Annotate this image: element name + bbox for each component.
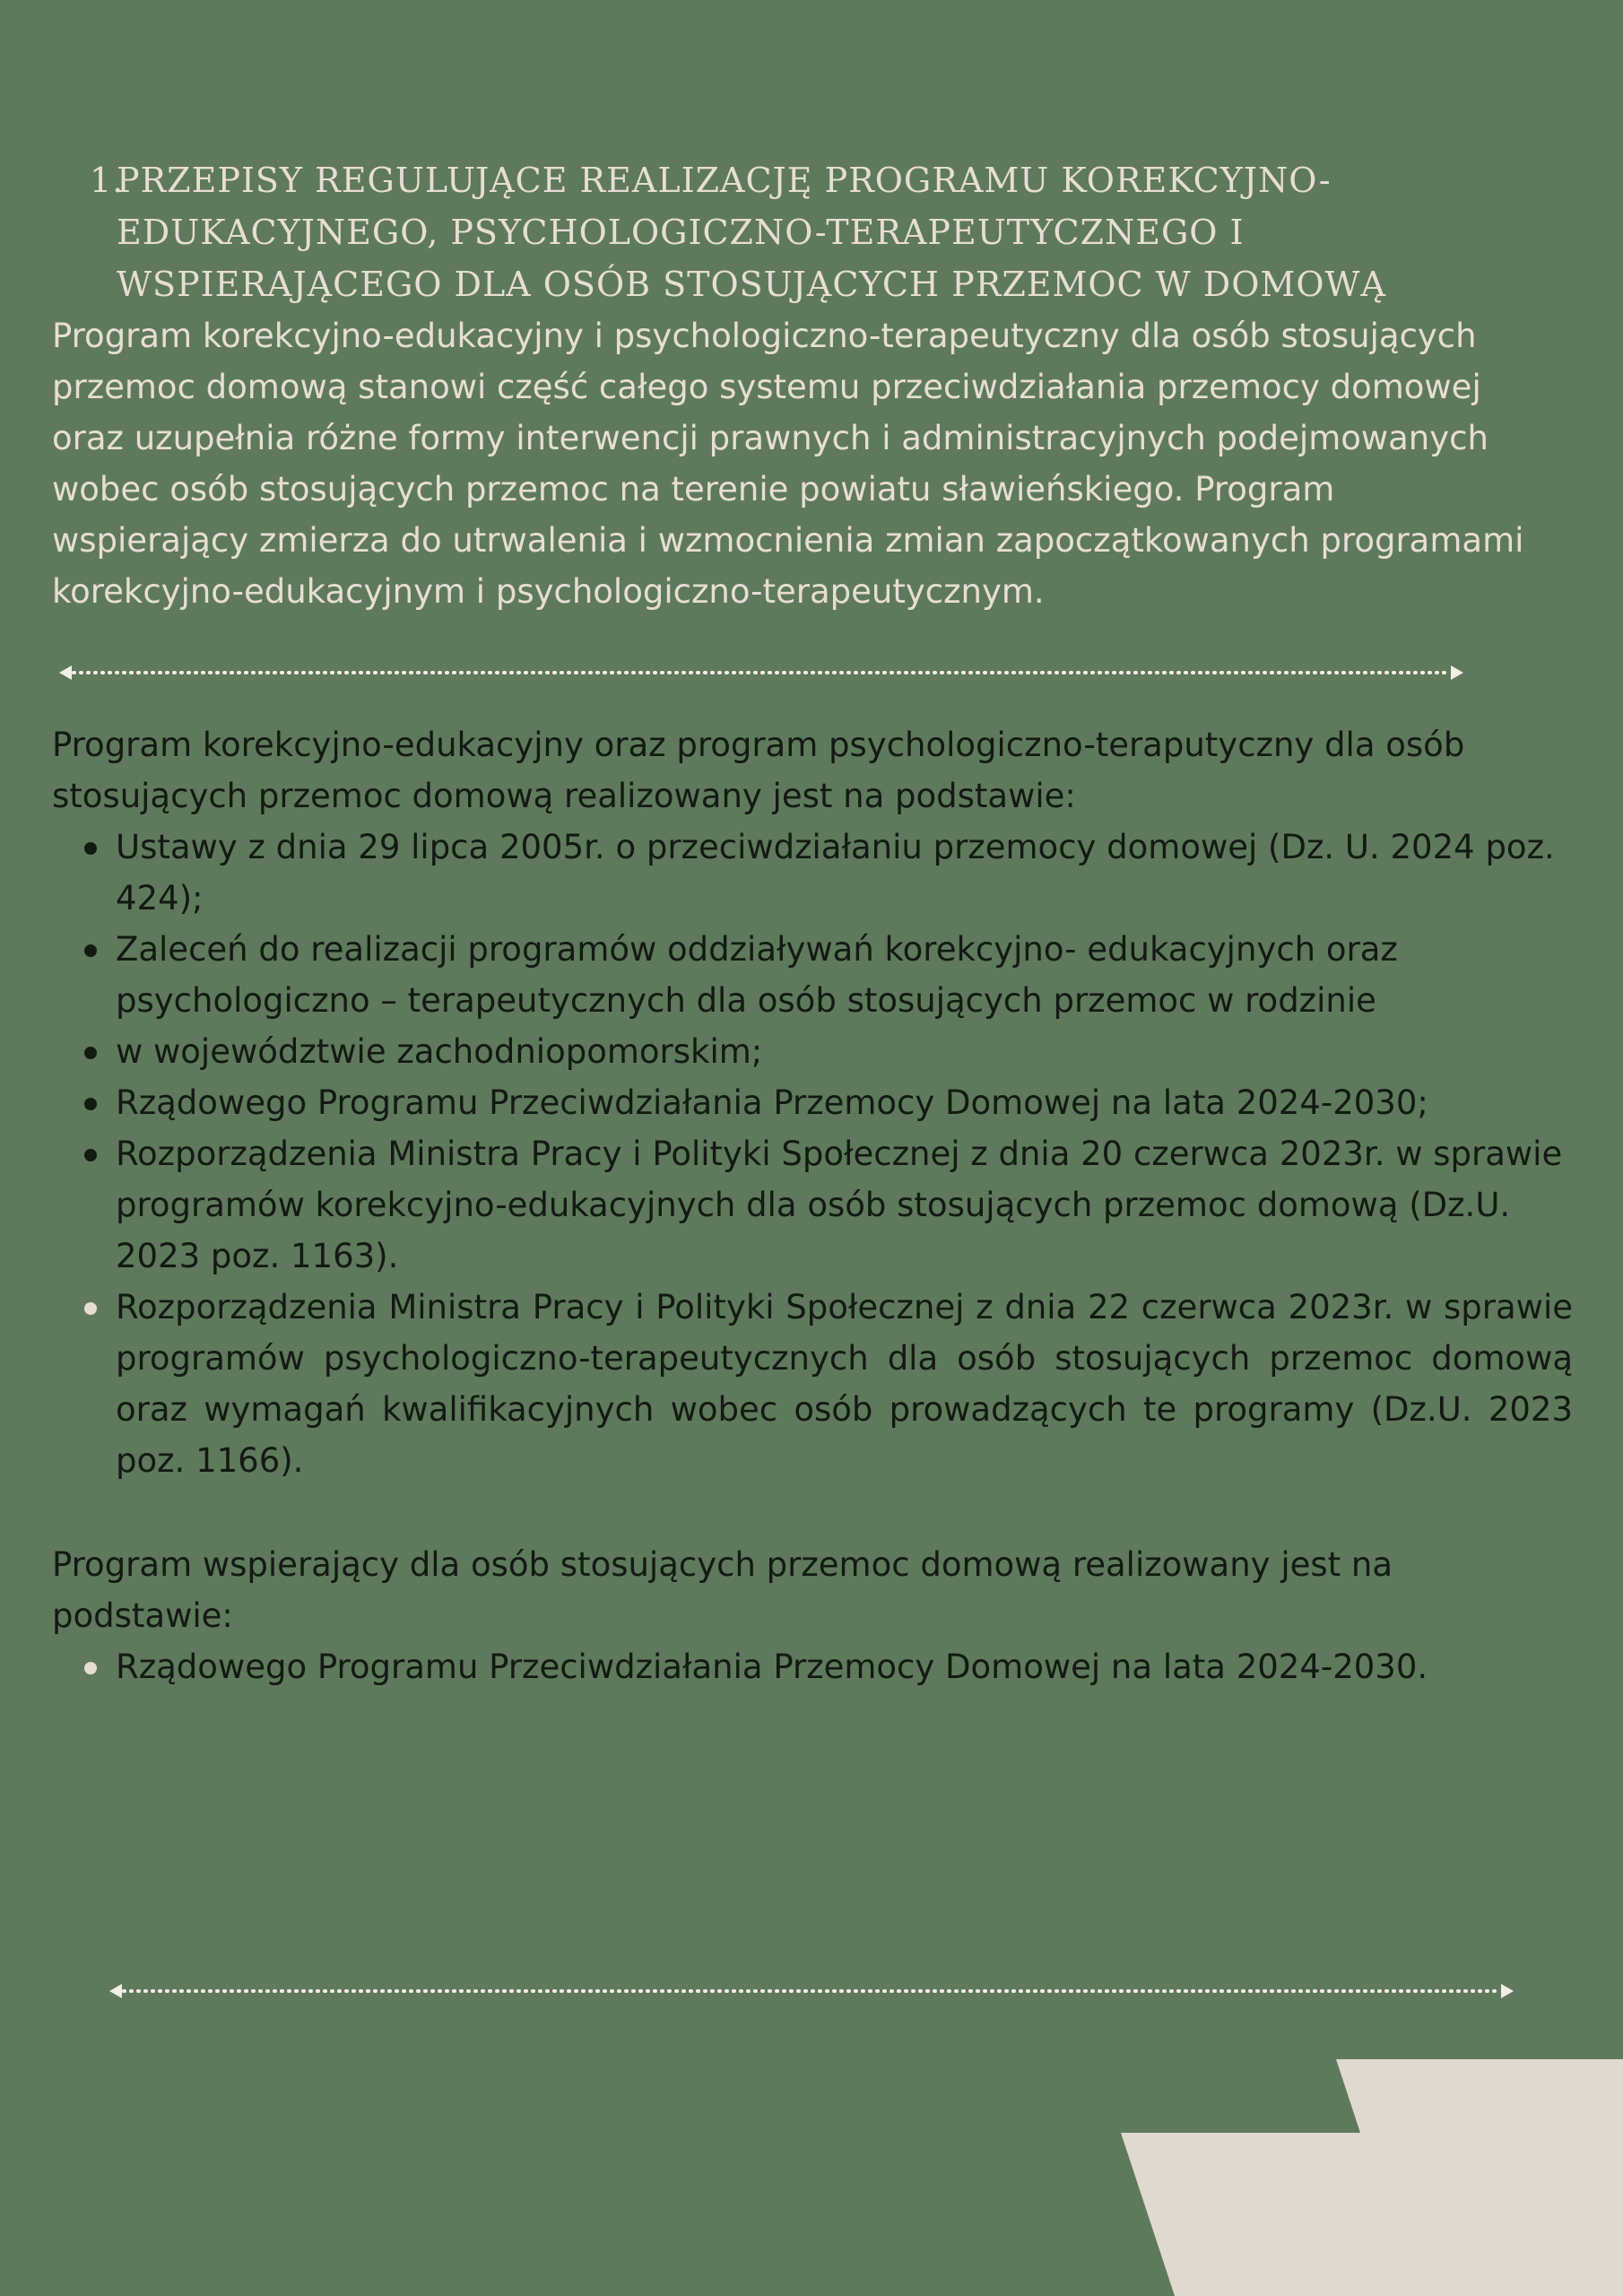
list-item: Zaleceń do realizacji programów oddziaływań korekcyjno- edukacyjnych oraz psychologiczno – terapeutycznych dla osób stosujących przemoc w rodzinie (84, 924, 1573, 1026)
basis-paragraph (52, 719, 1576, 822)
basis-line: stosujących przemoc domową realizowany jest na podstawie: (52, 777, 1076, 815)
support-line: podstawie: (52, 1596, 233, 1635)
list-item: Ustawy z dnia 29 lipca 2005r. o przeciwdziałaniu przemocy domowej (Dz. U. 2024 poz. 424); (84, 822, 1573, 924)
list-item: w województwie zachodniopomorskim; (84, 1026, 1573, 1077)
heading-line: PRZEPISY REGULUJĄCE REALIZACJĘ PROGRAMU KOREKCYJNO- (117, 161, 1332, 200)
dotted-arrow-divider (108, 1980, 1515, 2002)
bullet-icon (84, 944, 97, 957)
list-item: Rządowego Programu Przeciwdziałania Przemocy Domowej na lata 2024-2030; (84, 1077, 1573, 1128)
list-item: Rządowego Programu Przeciwdziałania Przemocy Domowej na lata 2024-2030. (84, 1641, 1573, 1692)
section-heading (90, 154, 1488, 310)
intro-line: Program korekcyjno-edukacyjny i psychologiczno-terapeutyczny dla osób stosujących (52, 317, 1477, 355)
dotted-arrow-divider (57, 662, 1465, 683)
heading-number: 1. (90, 161, 125, 200)
intro-line: wspierający zmierza do utrwalenia i wzmocnienia zmian zapoczątkowanych programami (52, 521, 1524, 560)
heading-line: EDUKACYJNEGO, PSYCHOLOGICZNO-TERAPEUTYCZNEGO I (117, 213, 1245, 252)
intro-line: oraz uzupełnia różne formy interwencji prawnych i administracyjnych podejmowanych (52, 419, 1488, 457)
support-basis-list (84, 1641, 1573, 1692)
basis-line: Program korekcyjno-edukacyjny oraz program psychologiczno-teraputyczny dla osób (52, 726, 1465, 764)
bullet-icon (84, 842, 97, 855)
bullet-icon (84, 1098, 97, 1110)
list-item: Rozporządzenia Ministra Pracy i Polityki Społecznej z dnia 22 czerwca 2023r. w sprawie programów psychologiczno-terapeutycznych dla osób stosujących przemoc domową oraz wymagań kwalifikacyjnych wobec osób prowadzących te programy (Dz.U. 2023 poz. 1166). (84, 1282, 1573, 1486)
list-item: Rozporządzenia Ministra Pracy i Polityki Społecznej z dnia 20 czerwca 2023r. w sprawie programów korekcyjno-edukacyjnych dla osób stosujących przemoc domową (Dz.U. 2023 poz. 1163). (84, 1128, 1573, 1282)
heading-item (90, 154, 1488, 310)
bullet-icon (84, 1302, 97, 1315)
bullet-icon (84, 1149, 97, 1161)
intro-line: przemoc domową stanowi część całego systemu przeciwdziałania przemocy domowej (52, 368, 1481, 406)
intro-paragraph (52, 310, 1576, 617)
heading-line: WSPIERAJĄCEGO DLA OSÓB STOSUJĄCYCH PRZEMOC W DOMOWĄ (117, 265, 1386, 304)
bullet-icon (84, 1047, 97, 1059)
legal-basis-list (84, 822, 1573, 1486)
bullet-icon (84, 1662, 97, 1674)
support-paragraph (52, 1539, 1576, 1641)
intro-line: wobec osób stosujących przemoc na terenie powiatu sławieńskiego. Program (52, 470, 1335, 509)
intro-line: korekcyjno-edukacyjnym i psychologiczno-terapeutycznym. (52, 572, 1045, 611)
support-line: Program wspierający dla osób stosujących przemoc domową realizowany jest na (52, 1545, 1393, 1584)
